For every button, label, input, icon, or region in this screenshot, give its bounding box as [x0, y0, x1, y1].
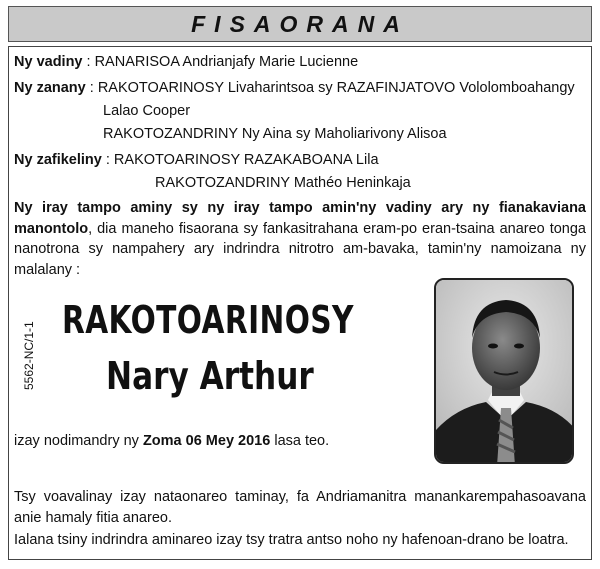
zanany-row [14, 78, 575, 98]
deceased-given-names: Nary Arthur [106, 354, 314, 398]
reference-code: 5562-NC/1-1 [22, 321, 36, 390]
header-banner [8, 6, 592, 42]
death-prefix: izay nodimandry ny [14, 433, 143, 449]
portrait-photo-icon [434, 278, 574, 464]
intro-bold-lead: Ny iray tampo aminy sy ny iray tampo amin'ny vadiny ary ny fianakaviana manontolo [14, 200, 586, 237]
portrait-photo-svg [436, 280, 574, 464]
death-suffix: lasa teo. [270, 433, 330, 449]
zanany-label: Ny zanany [14, 80, 86, 96]
deceased-surname: RAKOTOARINOSY [62, 298, 354, 342]
vadiny-row [14, 52, 358, 72]
closing-paragraph-2: Ialana tsiny indrindra aminareo izay tsy tratra antso noho ny hafenoan-drano be loatra. [14, 532, 569, 548]
zanany-line-3: RAKOTOZANDRINY Ny Aina sy Maholiarivony Alisoa [103, 126, 447, 142]
vadiny-value: : RANARISOA Andrianjafy Marie Lucienne [86, 54, 359, 70]
intro-paragraph [14, 198, 586, 280]
death-line [14, 431, 329, 451]
zanany-line-2: Lalao Cooper [103, 103, 191, 119]
closing-paragraph-1: Tsy voavalinay izay nataonareo taminay, fa Andriamanitra manankarempahasoavana anie hamaly fitia anareo. [14, 489, 586, 526]
zafikeliny-line-1: : RAKOTOARINOSY RAZAKABOANA Lila [105, 152, 379, 168]
vadiny-label: Ny vadiny [14, 54, 83, 70]
zanany-line-1: : RAKOTOARINOSY Livaharintsoa sy RAZAFINJATOVO Vololomboahangy [89, 80, 575, 96]
zafikeliny-label: Ny zafikeliny [14, 152, 102, 168]
page-title: FISAORANA [191, 10, 409, 37]
death-date: Zoma 06 Mey 2016 [142, 433, 271, 449]
zafikeliny-line-2: RAKOTOZANDRINY Mathéo Heninkaja [155, 175, 411, 191]
intro-rest: , dia maneho fisaorana sy fankasitrahana eram-po eran-tsaina anareo tonga nanotrona sy nampahery ary indrindra nitrotro am-bavaka, tamin'ny namoizana ny malalany : [14, 220, 586, 278]
zafikeliny-row [14, 150, 379, 170]
